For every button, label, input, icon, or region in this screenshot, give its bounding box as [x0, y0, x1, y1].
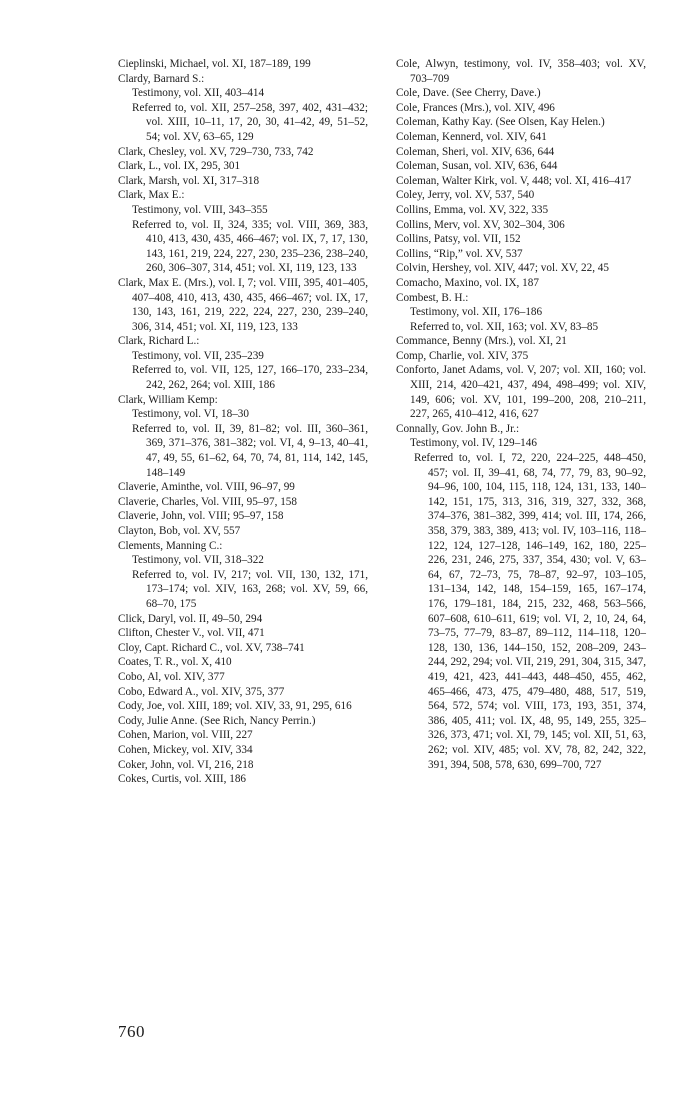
index-entry: Coleman, Susan, vol. XIV, 636, 644 [396, 160, 558, 173]
index-entry: Collins, Merv, vol. XV, 302–304, 306 [396, 218, 565, 231]
index-entry: Combest, B. H.: [396, 291, 469, 304]
index-entry: Cobo, Al, vol. XIV, 377 [118, 670, 225, 683]
index-entry: Coates, T. R., vol. X, 410 [118, 656, 232, 669]
index-entry: Clark, William Kemp: [118, 393, 218, 406]
index-column-right [396, 57, 646, 772]
index-entry: Click, Daryl, vol. II, 49–50, 294 [118, 612, 263, 625]
index-entry: Cieplinski, Michael, vol. XI, 187–189, 199 [118, 58, 311, 70]
page-number: 760 [118, 1022, 145, 1041]
index-entry: Cokes, Curtis, vol. XIII, 186 [118, 773, 247, 786]
index-entry: Coley, Jerry, vol. XV, 537, 540 [396, 189, 535, 202]
index-entry: Conforto, Janet Adams, vol. V, 207; vol. XII, 160; vol. XIII, 214, 420–421, 437, 494, 498–499; vol. XIV, 149, 606; vol. XV, 101, 199–200, 208, 210–211, 227, 265, 410–412, 416, 627 [396, 364, 646, 421]
index-entry: Cohen, Marion, vol. VIII, 227 [118, 729, 253, 742]
index-subentry: Testimony, vol. VI, 18–30 [132, 408, 249, 421]
index-column-left [118, 57, 368, 787]
index-entry: Clark, Max E.: [118, 189, 185, 202]
index-entry: Clark, L., vol. IX, 295, 301 [118, 160, 241, 173]
index-entry: Cole, Dave. (See Cherry, Dave.) [396, 87, 541, 100]
index-entry: Clark, Richard L.: [118, 335, 200, 348]
index-entry: Collins, Emma, vol. XV, 322, 335 [396, 203, 549, 216]
index-entry: Cole, Frances (Mrs.), vol. XIV, 496 [396, 101, 555, 114]
index-entry: Claverie, Aminthe, vol. VIII, 96–97, 99 [118, 481, 295, 494]
index-entry: Comacho, Maxino, vol. IX, 187 [396, 276, 539, 289]
index-subentry: Referred to, vol. I, 72, 220, 224–225, 448–450, 457; vol. II, 39–41, 68, 74, 77, 79, 83, 90–92, 94–96, 100, 104, 115, 118, 124, 131, 133, 140–142, 151, 175, 313, 316, 319, 327, 332, 368, 374–376, 381–382, 399, 414; vol. III, 174, 266, 358, 379, 383, 389, 413; vol. IV, 103–116, 118–122, 124, 127–128, 146–149, 162, 180, 225–226, 231, 246, 275, 337, 354, 430; vol. V, 63–64, 67, 72–73, 75, 78–87, 92–97, 103–105, 131–134, 142, 148, 154–159, 165, 167–174, 176, 179–181, 184, 215, 232, 468, 563–566, 607–608, 610–611, 619; vol. VI, 2, 10, 24, 64, 73–75, 77–79, 83–87, 89–112, 114–118, 120–128, 130, 136, 144–150, 152, 208–209, 243–244, 292, 294; vol. VII, 219, 291, 304, 315, 347, 419, 421, 423, 441–443, 448–450, 455, 462, 465–466, 473, 475, 479–480, 488, 517, 519, 564, 572, 574; vol. VIII, 173, 193, 351, 374, 386, 405, 411; vol. IX, 48, 95, 149, 255, 325–326, 373, 471; vol. XI, 79, 145; vol. XII, 51, 63, 262; vol. XIV, 485; vol. XV, 78, 82, 242, 322, 391, 394, 508, 578, 630, 699–700, 727 [414, 452, 646, 771]
index-entry: Cohen, Mickey, vol. XIV, 334 [118, 743, 253, 756]
index-subentry: Testimony, vol. VII, 318–322 [132, 554, 264, 567]
index-entry: Clayton, Bob, vol. XV, 557 [118, 525, 241, 537]
index-entry: Clements, Manning C.: [118, 539, 223, 552]
index-subentry: Testimony, vol. XII, 403–414 [132, 87, 265, 100]
index-entry: Coleman, Walter Kirk, vol. V, 448; vol. XI, 416–417 [396, 174, 632, 187]
index-subentry: Referred to, vol. XII, 257–258, 397, 402, 431–432; vol. XIII, 10–11, 17, 20, 30, 41–42, 49, 51–52, 54; vol. XV, 63–65, 129 [132, 101, 368, 143]
index-entry: Cobo, Edward A., vol. XIV, 375, 377 [118, 685, 285, 698]
index-entry: Cody, Julie Anne. (See Rich, Nancy Perrin.) [118, 714, 316, 727]
index-entry: Commance, Benny (Mrs.), vol. XI, 21 [396, 335, 567, 348]
index-entry: Clifton, Chester V., vol. VII, 471 [118, 627, 265, 640]
index-subentry: Testimony, vol. XII, 176–186 [410, 306, 543, 319]
index-entry: Coker, John, vol. VI, 216, 218 [118, 758, 254, 771]
index-entry: Collins, “Rip,” vol. XV, 537 [396, 247, 523, 260]
index-subentry: Referred to, vol. XII, 163; vol. XV, 83–85 [410, 320, 599, 333]
index-entry: Comp, Charlie, vol. XIV, 375 [396, 349, 529, 362]
index-entry: Collins, Patsy, vol. VII, 152 [396, 233, 521, 246]
index-subentry: Testimony, vol. IV, 129–146 [410, 437, 537, 450]
index-entry: Coleman, Sheri, vol. XIV, 636, 644 [396, 145, 555, 158]
index-entry: Claverie, Charles, Vol. VIII, 95–97, 158 [118, 495, 297, 508]
index-entry: Claverie, John, vol. VIII; 95–97, 158 [118, 510, 284, 523]
index-entry: Coleman, Kathy Kay. (See Olsen, Kay Helen.) [396, 116, 605, 129]
index-entry: Cole, Alwyn, testimony, vol. IV, 358–403; vol. XV, 703–709 [396, 58, 646, 85]
index-subentry: Referred to, vol. II, 324, 335; vol. VIII, 369, 383, 410, 413, 430, 435, 466–467; vol. IX, 7, 17, 130, 143, 161, 219, 224, 227, 230, 235–236, 238–240, 260, 306–307, 314, 451; vol. XI, 119, 123, 133 [132, 218, 368, 275]
index-entry: Clark, Chesley, vol. XV, 729–730, 733, 742 [118, 145, 314, 158]
index-entry: Cloy, Capt. Richard C., vol. XV, 738–741 [118, 641, 305, 654]
index-entry: Connally, Gov. John B., Jr.: [396, 422, 520, 435]
index-subentry: Testimony, vol. VII, 235–239 [132, 349, 264, 362]
index-entry: Colvin, Hershey, vol. XIV, 447; vol. XV, 22, 45 [396, 262, 609, 275]
index-entry: Clark, Marsh, vol. XI, 317–318 [118, 174, 260, 187]
index-subentry: Testimony, vol. VIII, 343–355 [132, 203, 268, 216]
index-entry: Clark, Max E. (Mrs.), vol. I, 7; vol. VIII, 395, 401–405, 407–408, 410, 413, 430, 435, 466–467; vol. IX, 17, 130, 143, 161, 219, 222, 224, 227, 230, 239–240, 306, 314, 451; vol. XI, 119, 123, 133 [118, 276, 368, 333]
index-entry: Coleman, Kennerd, vol. XIV, 641 [396, 130, 547, 143]
index-subentry: Referred to, vol. II, 39, 81–82; vol. III, 360–361, 369, 371–376, 381–382; vol. VI, 4, 9–13, 40–41, 47, 49, 55, 61–62, 64, 70, 74, 81, 114, 142, 145, 148–149 [132, 422, 368, 479]
index-subentry: Referred to, vol. IV, 217; vol. VII, 130, 132, 171, 173–174; vol. XIV, 163, 268; vol. XV, 59, 66, 68–70, 175 [132, 568, 368, 610]
index-entry: Cody, Joe, vol. XIII, 189; vol. XIV, 33, 91, 295, 616 [118, 700, 352, 713]
index-entry: Clardy, Barnard S.: [118, 72, 205, 85]
index-subentry: Referred to, vol. VII, 125, 127, 166–170, 233–234, 242, 262, 264; vol. XIII, 186 [132, 364, 368, 392]
